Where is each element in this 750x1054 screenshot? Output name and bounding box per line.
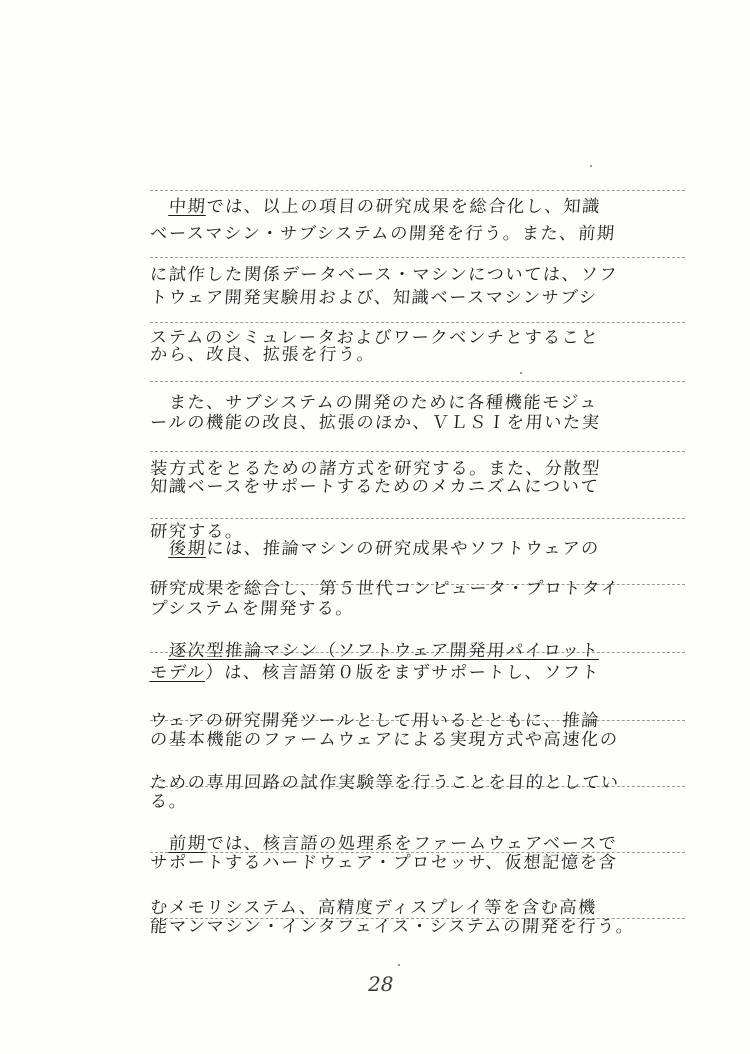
text-line: ールの機能の改良、拡張のほか、ＶＬＳＩを用いた実 <box>149 413 602 433</box>
text-line: ベースマシン・サブシステムの開発を行う。また、前期 <box>149 224 617 244</box>
underlined-term: モデル <box>149 663 207 683</box>
text-line: 研究する。 <box>149 522 245 542</box>
text-line: むメモリシステム、高精度ディスプレイ等を含む高機 <box>149 898 598 918</box>
text-line: ステムのシミュレータおよびワークベンチとすること <box>149 328 601 348</box>
text-line: 後期には、推論マシンの研究成果やソフトウェアの <box>168 539 601 559</box>
rule-line <box>150 257 685 258</box>
text-line: 中期では、以上の項目の研究成果を総合化し、知識 <box>168 197 602 217</box>
text-line: から、改良、拡張を行う。 <box>149 345 377 365</box>
text-line <box>149 641 690 661</box>
text-line: 知識ベースをサポートするためのメカニズムについて <box>149 477 600 497</box>
text-line: モデル）は、核言語第０版をまずサポートし、ソフト <box>149 663 601 683</box>
scan-speck <box>398 964 400 966</box>
text-line: の基本機能のファームウェアによる実現方式や高速化の <box>149 730 620 750</box>
text-line: トウェア開発実験用および、知識ベースマシンサブシ <box>149 288 598 308</box>
text-line: 能マンマシン・インタフェイス・システムの開発を行う。 <box>149 917 636 937</box>
page-number: 28 <box>368 972 394 996</box>
rule-line <box>150 518 685 519</box>
text-line: 前期では、核言語の処理系をファームウェアベースで <box>168 834 618 854</box>
rule-line <box>150 190 685 191</box>
text-line: また、サブシステムの開発のために各種機能モジュ <box>149 393 599 413</box>
text-line: 装方式をとるための諸方式を研究する。また、分散型 <box>149 459 602 479</box>
text-line: に試作した関係データベース・マシンについては、ソフ <box>149 265 619 285</box>
text-line: 研究成果を総合し、第５世代コンピュータ・プロトタイ <box>149 579 621 599</box>
rule-line <box>150 381 685 382</box>
underlined-term: 後期 <box>168 539 208 559</box>
text-line: ための専用回路の試作実験等を行うことを目的としてい <box>149 773 621 793</box>
scan-speck <box>520 372 522 374</box>
text-line: サポートするハードウェア・プロセッサ、仮想記憶を含 <box>149 853 618 873</box>
text-line: プシステムを開発する。 <box>149 599 355 619</box>
rule-line <box>150 322 685 323</box>
underlined-term: 逐次型推論マシン（ソフトウェア開発用パイロット <box>168 641 601 661</box>
scan-speck <box>590 165 592 167</box>
underlined-term: 中期 <box>168 197 208 217</box>
rule-line <box>150 451 685 452</box>
text-line: ウェアの研究開発ツールとして用いるとともに、推論 <box>149 711 601 731</box>
text-line: る。 <box>149 792 189 812</box>
underlined-term: 前期 <box>168 834 208 854</box>
